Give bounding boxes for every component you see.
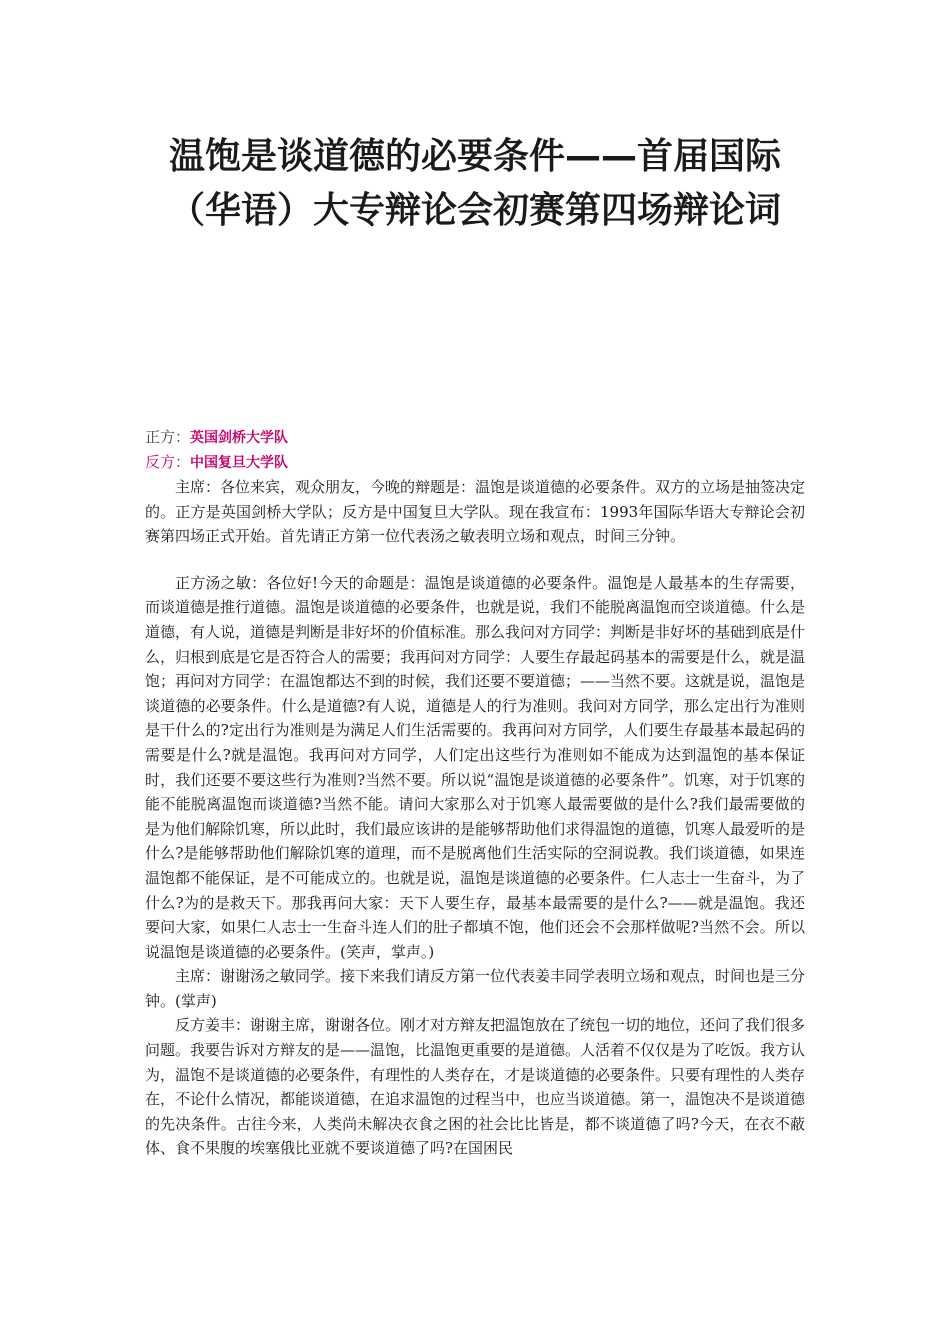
negative-label: 反方： [145,453,191,471]
paragraph-negative-first-speech: 反方姜丰：谢谢主席，谢谢各位。刚才对方辩友把温饱放在了统包一切的地位，还问了我们很多问题。我要告诉对方辩友的是——温饱，比温饱更重要的是道德。人活着不仅仅是为了吃饭。我方认为，温饱不是谈道德的必要条件，有理性的人类存在，才是谈道德的必要条件。只要有理性的人类存在，不论什么情况，都能谈道德，在追求温饱的过程当中，也应当谈道德。第一，温饱决不是谈道德的先决条件。古往今来，人类尚未解决衣食之困的社会比比皆是，都不谈道德了吗?今天，在衣不蔽体、食不果腹的埃塞俄比亚就不要谈道德了吗?在国困民 [145,1016,806,1158]
paragraph-chair-transition: 主席：谢谢汤之敏同学。接下来我们请反方第一位代表姜丰同学表明立场和观点，时间也是三分钟。(掌声) [145,967,806,1010]
paragraph-spacer [145,549,805,571]
affirmative-team-name: 英国剑桥大学队 [190,430,289,446]
document-body [145,425,805,1161]
negative-team-line [145,450,805,475]
paragraph-chair-opening: 主席：各位来宾，观众朋友，今晚的辩题是：温饱是谈道德的必要条件。双方的立场是抽签决定的。正方是英国剑桥大学队；反方是中国复旦大学队。现在我宣布：1993年国际华语大专辩论会初赛第四场正式开始。首先请正方第一位代表汤之敏表明立场和观点，时间三分钟。 [145,478,806,546]
paragraph-affirmative-first-speech: 正方汤之敏：各位好!今天的命题是：温饱是谈道德的必要条件。温饱是人最基本的生存需要，而谈道德是推行道德。温饱是谈道德的必要条件，也就是说，我们不能脱离温饱而空谈道德。什么是道德，有人说，道德是判断是非好坏的价值标准。那么我问对方同学：判断是非好坏的基础到底是什么，归根到底是它是否符合人的需要；我再问对方同学：人要生存最起码基本的需要是什么，就是温饱；再问对方同学：在温饱都达不到的时候，我们还要不要道德；——当然不要。这就是说，温饱是谈道德的必要条件。什么是道德?有人说，道德是人的行为准则。我问对方同学，那么定出行为准则是干什么的?定出行为准则是为满足人们生活需要的。我再问对方同学，人们要生存最基本最起码的需要是什么?就是温饱。我再问对方同学，人们定出这些行为准则如不能成为达到温饱的基本保证时，我们还要不要这些行为准则?当然不要。所以说“温饱是谈道德的必要条件”。饥寒，对于饥寒的能不能脱离温饱而谈道德?当然不能。请问大家那么对于饥寒人最需要做的是什么?我们最需要做的是为他们解除饥寒，所以此时，我们最应该讲的是能够帮助他们求得温饱的道德，饥寒人最爱听的是什么?是能够帮助他们解除饥寒的道理，而不是脱离他们生活实际的空洞说教。我们谈道德，如果连温饱都不能保证，是不可能成立的。也就是说，温饱是谈道德的必要条件。仁人志士一生奋斗，为了什么?为的是救天下。那我再问大家：天下人要生存，最基本最需要的是什么?——就是温饱。我还要问大家，如果仁人志士一生奋斗连人们的肚子都填不饱，他们还会不会那样做呢?当然不会。所以说温饱是谈道德的必要条件。(笑声，掌声。) [145,573,806,961]
affirmative-team-line [145,425,805,450]
document-title: 温饱是谈道德的必要条件——首届国际（华语）大专辩论会初赛第四场辩论词 [168,136,781,231]
affirmative-label: 正方： [145,428,191,446]
negative-team-name: 中国复旦大学队 [190,455,289,471]
